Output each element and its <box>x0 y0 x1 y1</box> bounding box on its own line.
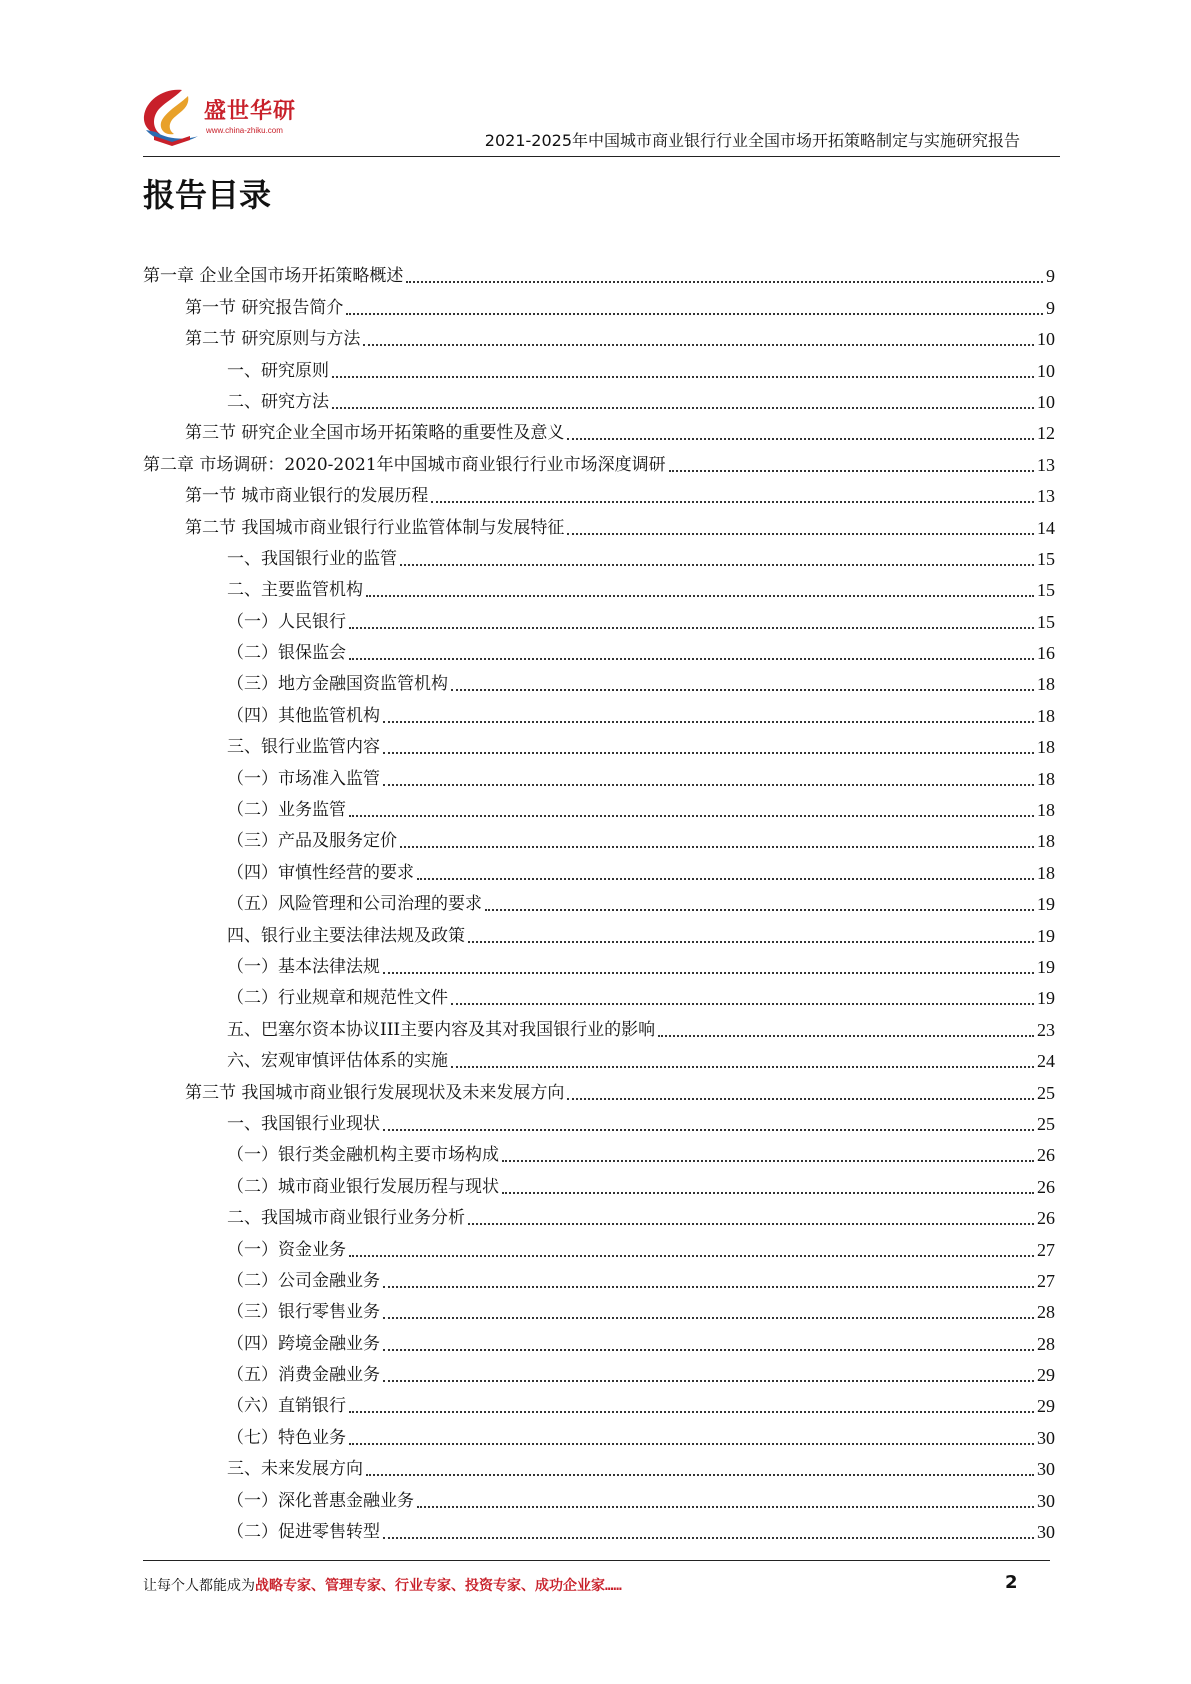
toc-entry[interactable] <box>143 918 1055 949</box>
toc-entry-label: 二、研究方法 <box>227 391 329 412</box>
toc-entry-page: 10 <box>1037 391 1055 412</box>
toc-entry[interactable] <box>143 667 1055 698</box>
toc-leader-dots <box>349 815 1034 817</box>
toc-entry-label: 六、宏观审慎评估体系的实施 <box>227 1051 448 1072</box>
toc-entry[interactable] <box>143 1169 1055 1200</box>
toc-entry-label: （一）人民银行 <box>227 611 346 632</box>
toc-entry-label: （二）银保监会 <box>227 643 346 664</box>
logo <box>138 84 313 150</box>
toc-entry-label: 一、我国银行业现状 <box>227 1113 380 1134</box>
toc-entry-page: 10 <box>1037 329 1055 350</box>
toc-entry-page: 24 <box>1037 1051 1055 1072</box>
toc-entry-label: 第二章 市场调研：2020-2021年中国城市商业银行行业市场深度调研 <box>143 454 666 475</box>
toc-leader-dots <box>349 1411 1034 1413</box>
toc-entry[interactable] <box>143 1452 1055 1483</box>
toc-entry-page: 15 <box>1037 580 1055 601</box>
toc-entry-label: （二）业务监管 <box>227 800 346 821</box>
toc-entry-page: 9 <box>1046 266 1055 287</box>
toc-leader-dots <box>383 1349 1034 1351</box>
toc-entry-page: 9 <box>1046 297 1055 318</box>
toc-entry-label: 一、研究原则 <box>227 360 329 381</box>
toc-entry-label: 三、未来发展方向 <box>227 1459 363 1480</box>
toc-leader-dots <box>400 846 1034 848</box>
toc-entry[interactable] <box>143 573 1055 604</box>
toc-entry-page: 25 <box>1037 1082 1055 1103</box>
toc-entry-page: 30 <box>1037 1427 1055 1448</box>
toc-entry-page: 12 <box>1037 423 1055 444</box>
toc-entry-label: （一）银行类金融机构主要市场构成 <box>227 1145 499 1166</box>
report-title: 2021-2025年中国城市商业银行行业全国市场开拓策略制定与实施研究报告 <box>484 131 1020 150</box>
toc-entry[interactable] <box>143 1326 1055 1357</box>
toc-entry-label: （三）地方金融国资监管机构 <box>227 674 448 695</box>
toc-entry[interactable] <box>143 1483 1055 1514</box>
slogan-highlight: 战略专家、管理专家、行业专家、投资专家、成功企业家…… <box>255 1578 622 1594</box>
toc-entry[interactable] <box>143 385 1055 416</box>
toc-leader-dots <box>658 1035 1034 1037</box>
toc-leader-dots <box>349 1255 1034 1257</box>
toc-leader-dots <box>406 281 1043 283</box>
toc-leader-dots <box>346 313 1043 315</box>
footer-slogan <box>143 1575 622 1595</box>
toc-entry[interactable] <box>143 950 1055 981</box>
toc-entry-label: 第一章 企业全国市场开拓策略概述 <box>143 266 404 287</box>
page-number: 2 <box>1005 1572 1018 1593</box>
slogan-prefix: 让每个人都能成为 <box>143 1578 255 1594</box>
toc-entry-label: （五）消费金融业务 <box>227 1365 380 1386</box>
toc-entry-page: 16 <box>1037 643 1055 664</box>
toc-entry-label: （二）行业规章和规范性文件 <box>227 988 448 1009</box>
toc-entry-label: （三）产品及服务定价 <box>227 831 397 852</box>
toc-leader-dots <box>349 627 1034 629</box>
toc-leader-dots <box>383 784 1034 786</box>
toc-entry-label: 第二节 研究原则与方法 <box>185 329 361 350</box>
toc-entry-page: 18 <box>1037 705 1055 726</box>
toc-entry-page: 14 <box>1037 517 1055 538</box>
toc-entry-page: 18 <box>1037 674 1055 695</box>
toc-leader-dots <box>451 689 1034 691</box>
toc-leader-dots <box>502 1160 1034 1162</box>
toc-leader-dots <box>451 1003 1034 1005</box>
toc-entry-page: 25 <box>1037 1113 1055 1134</box>
toc-entry-page: 23 <box>1037 1019 1055 1040</box>
toc-entry-label: 四、银行业主要法律法规及政策 <box>227 925 465 946</box>
toc-leader-dots <box>332 407 1034 409</box>
toc-entry-page: 15 <box>1037 611 1055 632</box>
toc-entry-page: 30 <box>1037 1459 1055 1480</box>
toc-entry-label: （五）风险管理和公司治理的要求 <box>227 894 482 915</box>
toc-entry-label: 第三节 我国城市商业银行发展现状及未来发展方向 <box>185 1082 565 1103</box>
toc-entry-label: 第一节 城市商业银行的发展历程 <box>185 486 429 507</box>
page-title: 报告目录 <box>143 176 272 214</box>
toc-entry-label: 二、主要监管机构 <box>227 580 363 601</box>
toc-entry-label: （一）深化普惠金融业务 <box>227 1490 414 1511</box>
toc-entry-label: 第二节 我国城市商业银行行业监管体制与发展特征 <box>185 517 565 538</box>
toc-entry-label: 二、我国城市商业银行业务分析 <box>227 1208 465 1229</box>
toc-entry[interactable] <box>143 1232 1055 1263</box>
toc-leader-dots <box>383 1129 1034 1131</box>
toc-entry[interactable] <box>143 1389 1055 1420</box>
toc-entry-page: 18 <box>1037 737 1055 758</box>
toc-entry[interactable] <box>143 259 1055 290</box>
toc-leader-dots <box>383 1317 1034 1319</box>
toc-entry-page: 27 <box>1037 1239 1055 1260</box>
toc-leader-dots <box>468 1223 1034 1225</box>
toc-entry[interactable] <box>143 636 1055 667</box>
toc-leader-dots <box>669 470 1034 472</box>
toc-entry[interactable] <box>143 730 1055 761</box>
toc-leader-dots <box>383 972 1034 974</box>
toc-entry-page: 19 <box>1037 988 1055 1009</box>
toc-entry[interactable] <box>143 1138 1055 1169</box>
toc-leader-dots <box>451 1066 1034 1068</box>
toc-leader-dots <box>383 1380 1034 1382</box>
toc-entry[interactable] <box>143 1044 1055 1075</box>
toc-entry-label: （二）城市商业银行发展历程与现状 <box>227 1176 499 1197</box>
toc-entry[interactable] <box>143 855 1055 886</box>
toc-entry-page: 26 <box>1037 1176 1055 1197</box>
toc-entry-label: 五、巴塞尔资本协议III主要内容及其对我国银行业的影响 <box>227 1019 656 1040</box>
toc-entry-page: 18 <box>1037 768 1055 789</box>
toc-entry-page: 18 <box>1037 862 1055 883</box>
toc-leader-dots <box>383 721 1034 723</box>
toc-entry-page: 30 <box>1037 1490 1055 1511</box>
toc-entry-label: （二）公司金融业务 <box>227 1270 380 1291</box>
toc-leader-dots <box>349 658 1034 660</box>
toc-leader-dots <box>431 501 1034 503</box>
toc-entry[interactable] <box>143 479 1055 510</box>
toc-entry[interactable] <box>143 698 1055 729</box>
toc-entry-page: 19 <box>1037 956 1055 977</box>
toc-entry-page: 28 <box>1037 1333 1055 1354</box>
toc-entry-page: 18 <box>1037 831 1055 852</box>
toc-entry-label: （六）直销银行 <box>227 1396 346 1417</box>
logo-swirl-icon <box>138 84 208 150</box>
toc-entry[interactable] <box>143 1201 1055 1232</box>
toc-entry[interactable] <box>143 981 1055 1012</box>
toc-entry[interactable] <box>143 761 1055 792</box>
toc-entry-page: 26 <box>1037 1208 1055 1229</box>
toc-entry[interactable] <box>143 1264 1055 1295</box>
toc-leader-dots <box>468 941 1034 943</box>
toc-leader-dots <box>349 1443 1034 1445</box>
toc-entry-label: （四）其他监管机构 <box>227 705 380 726</box>
toc-leader-dots <box>502 1192 1034 1194</box>
toc-leader-dots <box>417 1506 1034 1508</box>
toc-entry-label: （三）银行零售业务 <box>227 1302 380 1323</box>
toc-leader-dots <box>400 564 1034 566</box>
toc-entry-page: 18 <box>1037 800 1055 821</box>
toc-leader-dots <box>567 1098 1034 1100</box>
toc-leader-dots <box>366 1474 1034 1476</box>
toc-entry[interactable] <box>143 322 1055 353</box>
toc-entry-label: （四）审慎性经营的要求 <box>227 862 414 883</box>
toc-leader-dots <box>567 533 1034 535</box>
toc-entry[interactable] <box>143 1075 1055 1106</box>
footer-divider <box>143 1560 1050 1561</box>
toc-entry[interactable] <box>143 1295 1055 1326</box>
toc-leader-dots <box>366 595 1034 597</box>
table-of-contents <box>143 259 1055 1546</box>
toc-entry[interactable] <box>143 1012 1055 1043</box>
toc-entry-page: 10 <box>1037 360 1055 381</box>
toc-entry[interactable] <box>143 416 1055 447</box>
toc-entry[interactable] <box>143 1420 1055 1451</box>
toc-entry[interactable] <box>143 1515 1055 1546</box>
header-divider <box>143 156 1060 157</box>
toc-leader-dots <box>417 878 1034 880</box>
toc-entry-page: 29 <box>1037 1396 1055 1417</box>
toc-entry-page: 27 <box>1037 1270 1055 1291</box>
toc-entry-page: 13 <box>1037 486 1055 507</box>
toc-entry[interactable] <box>143 824 1055 855</box>
toc-entry-page: 28 <box>1037 1302 1055 1323</box>
toc-entry-page: 19 <box>1037 894 1055 915</box>
toc-entry-label: 第三节 研究企业全国市场开拓策略的重要性及意义 <box>185 423 565 444</box>
toc-entry[interactable] <box>143 793 1055 824</box>
toc-entry-page: 29 <box>1037 1365 1055 1386</box>
toc-entry-label: （一）基本法律法规 <box>227 956 380 977</box>
toc-entry[interactable] <box>143 447 1055 478</box>
toc-entry[interactable] <box>143 353 1055 384</box>
toc-entry-page: 13 <box>1037 454 1055 475</box>
logo-url: www.china-zhiku.com <box>206 126 283 135</box>
toc-entry-page: 15 <box>1037 548 1055 569</box>
toc-entry[interactable] <box>143 290 1055 321</box>
toc-entry-label: 一、我国银行业的监管 <box>227 548 397 569</box>
toc-entry-label: 三、银行业监管内容 <box>227 737 380 758</box>
toc-entry[interactable] <box>143 542 1055 573</box>
toc-entry-page: 26 <box>1037 1145 1055 1166</box>
toc-leader-dots <box>383 1537 1034 1539</box>
toc-entry-label: （一）市场准入监管 <box>227 768 380 789</box>
logo-title: 盛世华研 <box>204 99 297 124</box>
toc-leader-dots <box>485 909 1034 911</box>
toc-entry[interactable] <box>143 887 1055 918</box>
toc-entry[interactable] <box>143 1107 1055 1138</box>
toc-entry-page: 30 <box>1037 1522 1055 1543</box>
toc-entry-page: 19 <box>1037 925 1055 946</box>
toc-leader-dots <box>383 752 1034 754</box>
toc-leader-dots <box>332 376 1034 378</box>
toc-leader-dots <box>363 344 1034 346</box>
toc-entry[interactable] <box>143 604 1055 635</box>
toc-leader-dots <box>383 1286 1034 1288</box>
toc-entry[interactable] <box>143 1358 1055 1389</box>
toc-leader-dots <box>567 438 1034 440</box>
toc-entry-label: （一）资金业务 <box>227 1239 346 1260</box>
toc-entry-label: （七）特色业务 <box>227 1427 346 1448</box>
toc-entry-label: （四）跨境金融业务 <box>227 1333 380 1354</box>
toc-entry-label: 第一节 研究报告简介 <box>185 297 344 318</box>
toc-entry-label: （二）促进零售转型 <box>227 1522 380 1543</box>
toc-entry[interactable] <box>143 510 1055 541</box>
